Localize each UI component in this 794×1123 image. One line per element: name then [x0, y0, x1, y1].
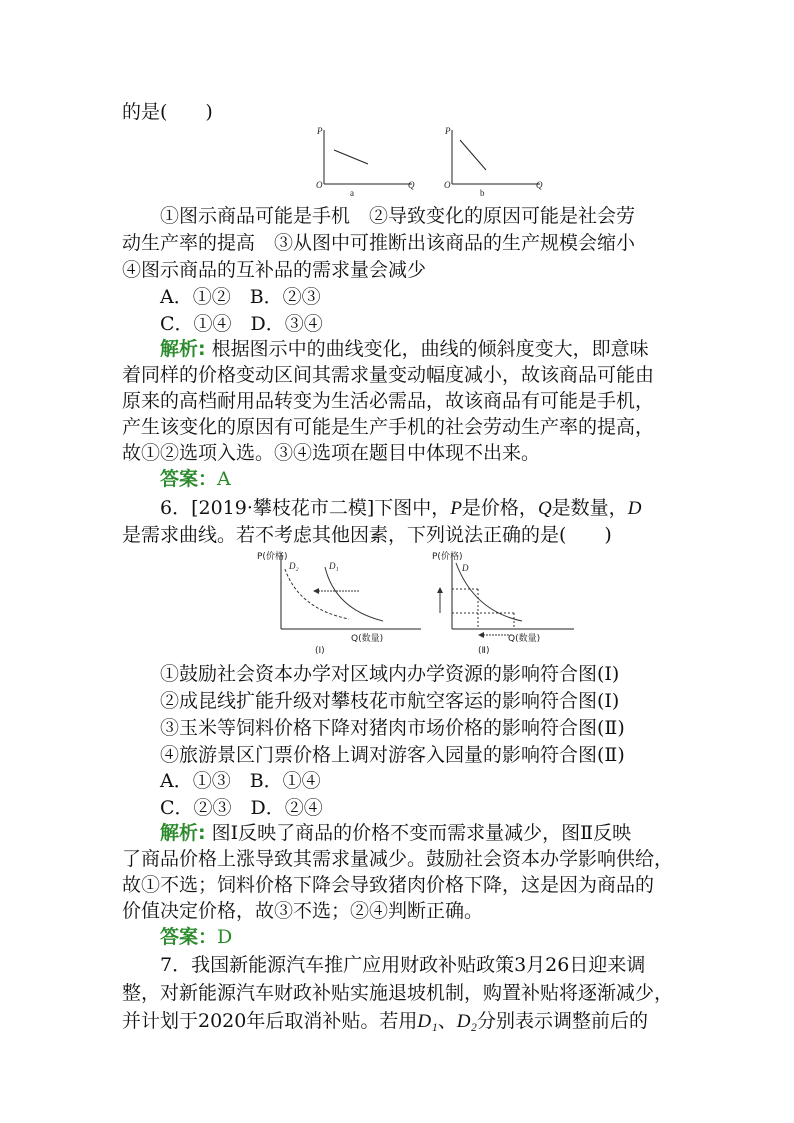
q5-analysis-line-1 — [160, 336, 720, 362]
q6-analysis-line-1 — [160, 820, 720, 846]
q6-graph-1-caption: (Ⅰ) — [315, 646, 325, 656]
q6-graph-1-ylabel: P(价格) — [257, 552, 288, 562]
q5-graph-b-xlabel: Q — [536, 180, 543, 190]
q7-line-3b: 分别表示调整前后的 — [477, 1010, 649, 1032]
q5-graph-a-curve — [334, 150, 368, 164]
q5-choice-line-1: A．①② B．②③ — [160, 286, 321, 308]
q6-option-4: ④旅游景区门票价格上调对游客入园量的影响符合图(Ⅱ) — [160, 744, 625, 766]
q5-choice-line-2: C．①④ D．③④ — [160, 313, 323, 335]
q6-analysis-line-2: 了商品价格上涨导致其需求量减少。鼓励社会资本办学影响供给， — [122, 848, 674, 870]
q6-stem-q: Q — [537, 498, 552, 519]
q6-choice-line-1: A．①③ B．①④ — [160, 770, 321, 792]
q6-graph-1 — [255, 547, 425, 657]
q6-graph-1-curve-d2 — [285, 569, 349, 619]
q5-graph-a-caption: a — [350, 188, 354, 198]
q6-analysis-line-4: 价值决定价格，故③不选；②④判断正确。 — [122, 900, 484, 922]
q7-line-3 — [122, 1008, 682, 1035]
q5-option-line-1: ①图示商品可能是手机 ②导致变化的原因可能是社会劳 — [160, 205, 636, 227]
q5-analysis-line-4: 产生该变化的原因有可能是生产手机的社会劳动生产率的提高， — [122, 416, 655, 438]
q6-graph-2-ylabel: P(价格) — [432, 552, 463, 562]
q5-analysis-line-5: 故①②选项入选。③④选项在题目中体现不出来。 — [122, 442, 541, 464]
q6-analysis-line-3: 故①不选；饲料价格下降会导致猪肉价格下降，这是因为商品的 — [122, 874, 655, 896]
q5-graph-b-caption: b — [480, 188, 485, 198]
q7-d1: D₁ — [417, 1011, 438, 1032]
q5-option-line-3: ④图示商品的互补品的需求量会减少 — [122, 259, 427, 281]
q5-graph-b-ylabel: P — [445, 126, 451, 136]
q5-graph-a-ylabel: P — [317, 126, 323, 136]
q6-analysis-label: 解析: — [160, 822, 206, 844]
q6-graph-1-d2-label: D₂ — [289, 561, 299, 571]
q6-option-2: ②成昆线扩能升级对攀枝花市航空客运的影响符合图(Ⅰ) — [160, 690, 620, 712]
q5-graph-b-curve — [460, 140, 486, 170]
q5-stem-tail: 的是( ) — [122, 101, 213, 123]
q6-stem-line-2: 是需求曲线。若不考虑其他因素，下列说法正确的是( ) — [122, 524, 612, 546]
q5-answer-label: 答案： — [160, 468, 218, 490]
q5-graph-a-origin: O — [316, 180, 323, 190]
q5-analysis-text-1: 根据图示中的曲线变化，曲线的倾斜度变大，即意味 — [211, 338, 649, 360]
q5-graph-a — [312, 124, 422, 200]
q5-graph-a-xlabel: Q — [408, 180, 415, 190]
q6-choice-line-2: C．②③ D．②④ — [160, 797, 323, 819]
q6-option-3: ③玉米等饲料价格下降对猪肉市场价格的影响符合图(Ⅱ) — [160, 717, 625, 739]
q5-analysis-line-2: 着同样的价格变动区间其需求量变动幅度减小，故该商品可能由 — [122, 364, 655, 386]
q7-d2: D₂ — [456, 1011, 478, 1032]
q5-answer-value: A — [217, 468, 231, 490]
q5-analysis-line-3: 原来的高档耐用品转变为生活必需品，故该商品有可能是手机， — [122, 390, 655, 412]
q6-graph-1-d1-label: D₁ — [329, 561, 339, 571]
q6-option-1: ①鼓励社会资本办学对区域内办学资源的影响符合图(Ⅰ) — [160, 663, 620, 685]
q5-graph-b-origin: O — [444, 180, 451, 190]
q5-graph-b — [440, 124, 550, 200]
q5-answer-line — [160, 466, 720, 492]
q6-analysis-text-1: 图Ⅰ反映了商品的价格不变而需求量减少，图Ⅱ反映 — [211, 822, 632, 844]
q6-answer-line — [160, 924, 720, 950]
q6-stem-line-1 — [160, 495, 720, 522]
q5-analysis-label: 解析: — [160, 338, 206, 360]
q6-graph-2-xlabel: Q(数量) — [508, 634, 541, 644]
q6-graph-2-caption: (Ⅱ) — [478, 646, 490, 656]
q6-graph-2-d-label: D — [462, 563, 469, 573]
q7-line-2: 整，对新能源汽车财政补贴实施退坡机制，购置补贴将逐渐减少， — [122, 982, 674, 1004]
q6-stem-1a: 6．[2019·攀枝花市二模]下图中， — [160, 497, 451, 519]
q6-stem-d: D — [627, 498, 642, 519]
q6-stem-1c: 是数量， — [551, 497, 628, 519]
q6-graph-1-xlabel: Q(数量) — [351, 634, 384, 644]
q6-stem-p: P — [450, 498, 462, 519]
q7-line-3a: 并计划于2020年后取消补贴。若用 — [122, 1010, 418, 1032]
q6-stem-1b: 是价格， — [461, 497, 538, 519]
q6-graph-2 — [430, 547, 580, 657]
q6-answer-label: 答案： — [160, 926, 218, 948]
q7-sep: 、 — [437, 1010, 457, 1032]
q7-line-1: 7．我国新能源汽车推广应用财政补贴政策3月26日迎来调 — [160, 954, 646, 976]
q6-graph-1-curve-d1 — [325, 567, 383, 621]
q6-answer-value: D — [217, 926, 233, 948]
q5-option-line-2: 动生产率的提高 ③从图中可推断出该商品的生产规模会缩小 — [122, 232, 636, 254]
